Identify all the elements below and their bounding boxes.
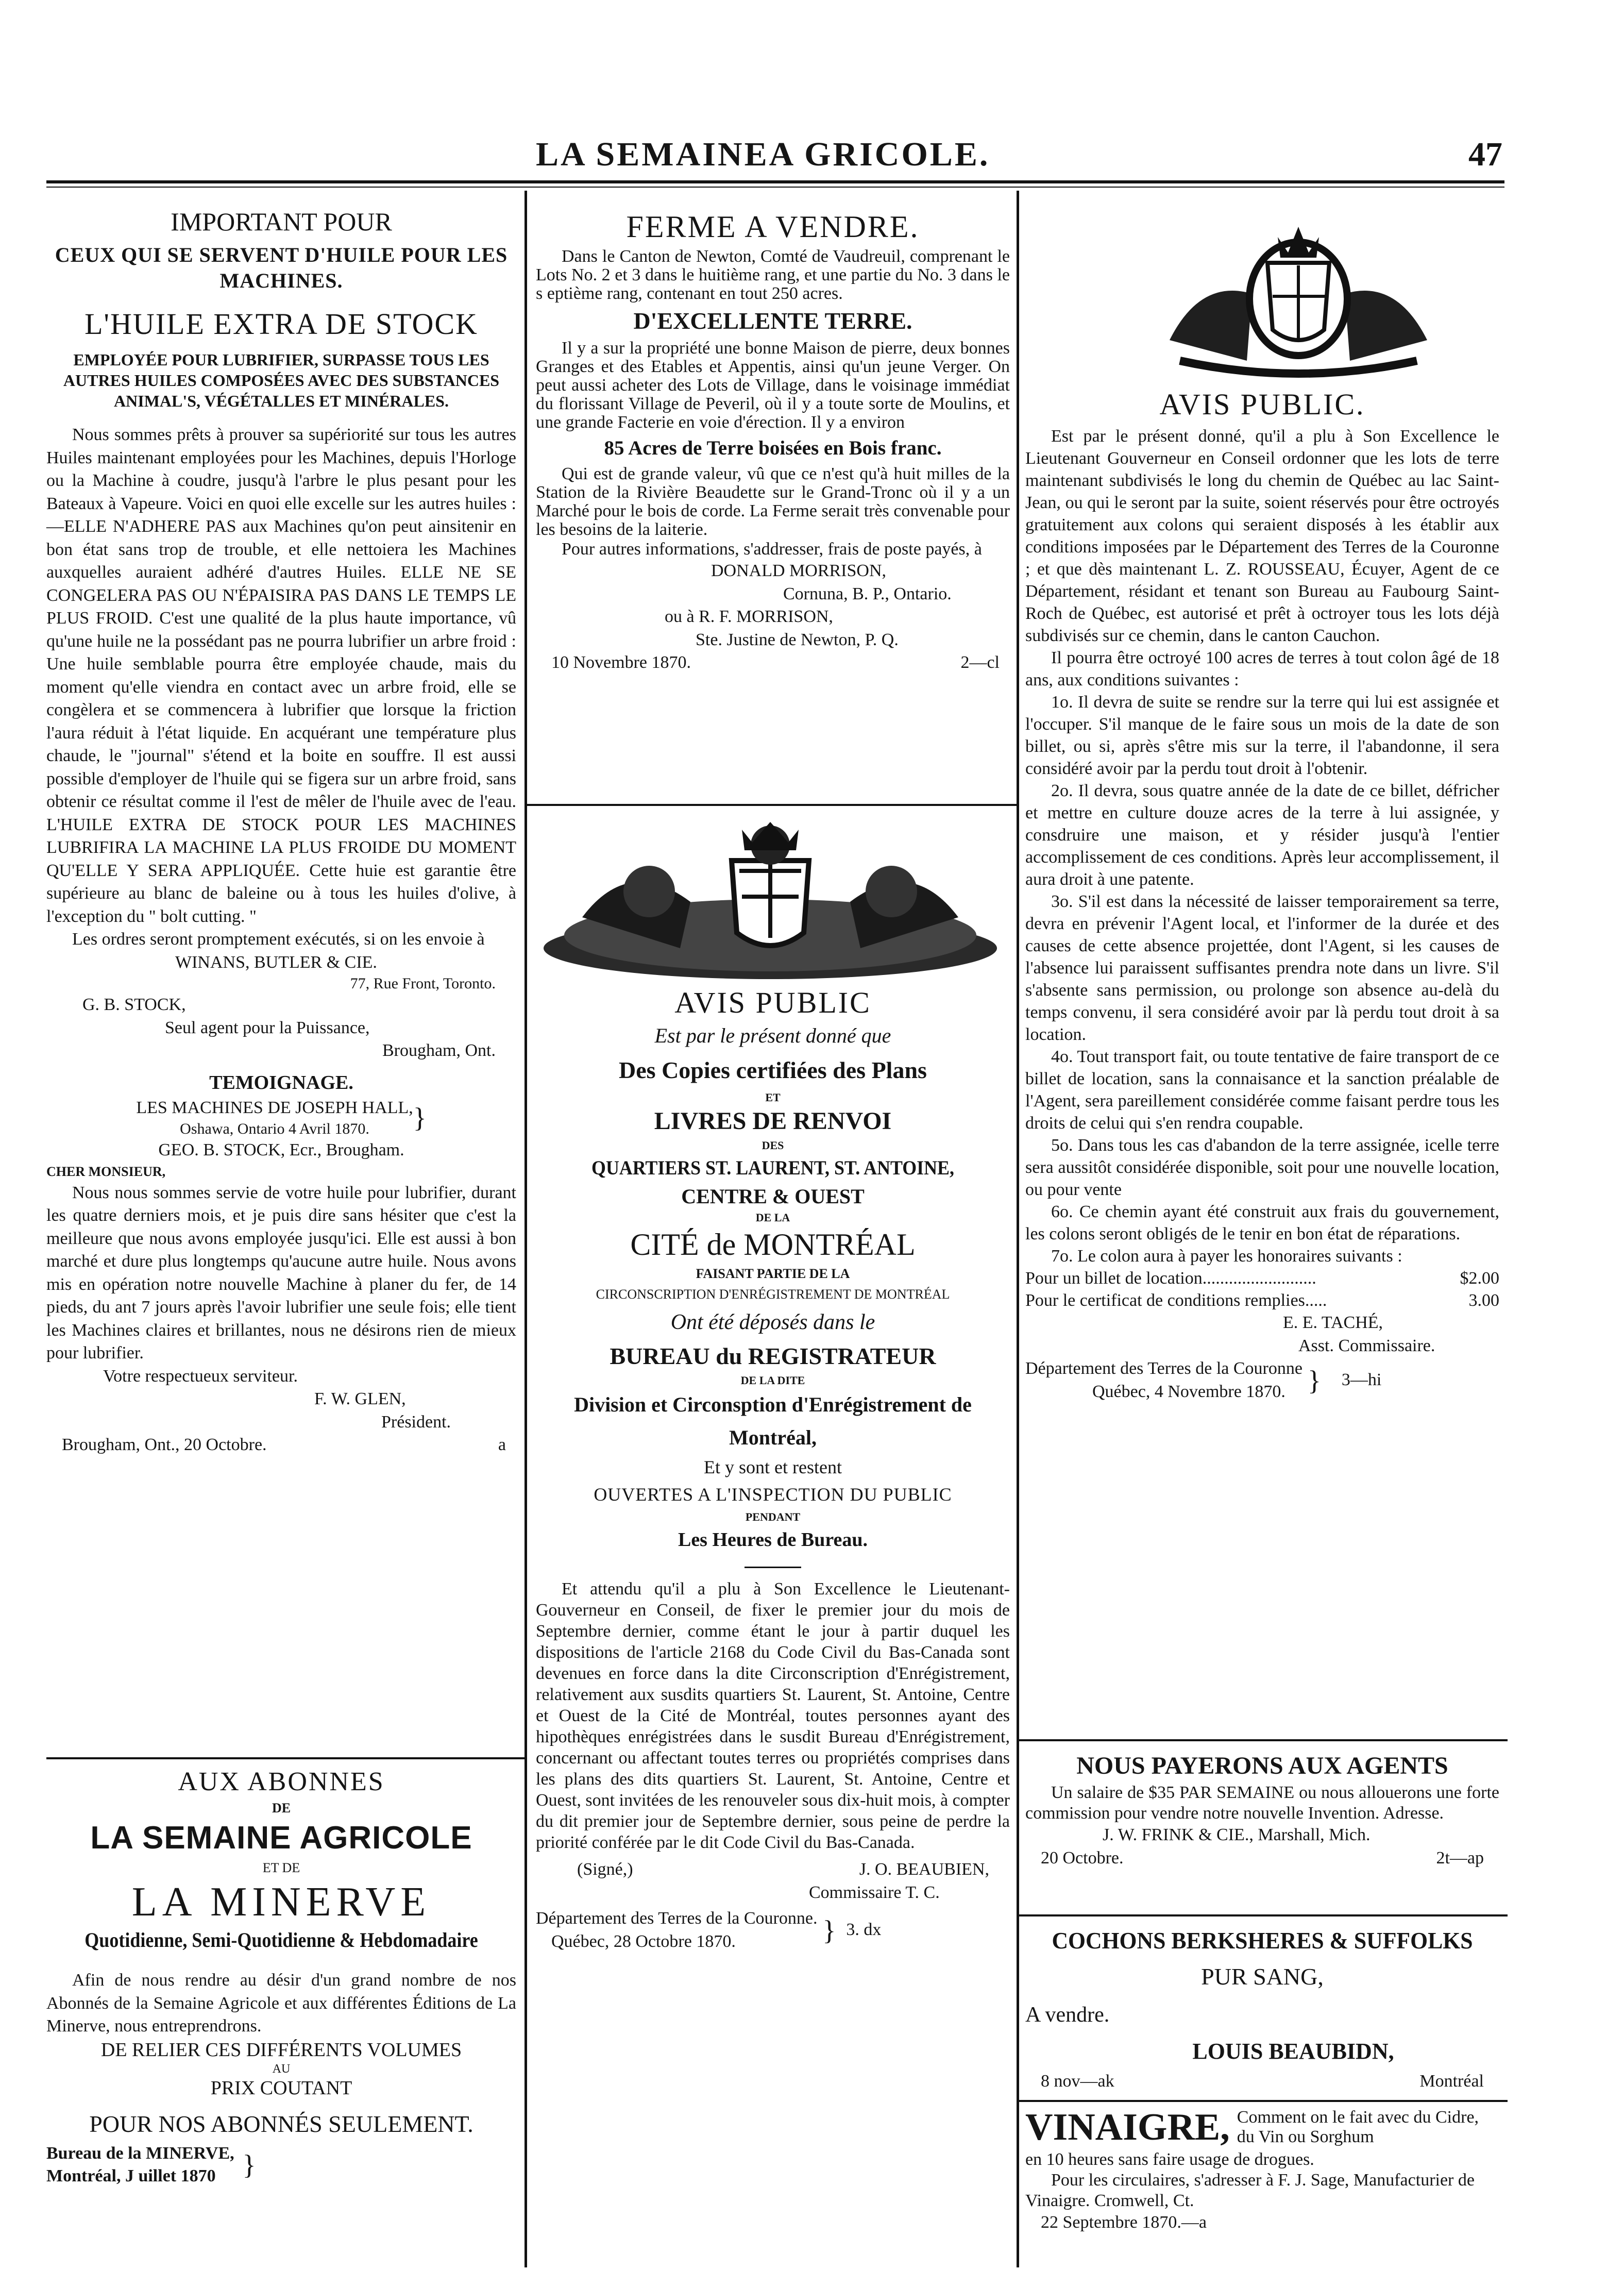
testimony-place: Oshawa, Ontario 4 Avril 1870. [180, 1120, 369, 1137]
col1-divider [46, 1757, 525, 1759]
notice-body: Et attendu qu'il a plu à Son Excellence le Lieutenant-Gouverneur en Conseil, de fixer le premier jour du mois de Septembre dernier, comme étant le jour à partir duquel les dispositions de l'article 2168 du Code Civil du Bas-Canada sont devenues en force dans la dite Circonscription d'Enrégistrement, relativement aux susdits quartiers St. Laurent, St. Antoine, Centre et Ouest de la Cité de Montréal, toutes personnes ayant des hipothèques enrégistrées dans le susdit Bureau d'Enrégistrement, concernant ou affectant toutes terres ou propriétés comprises dans les plans des dits quartiers St. Laurent, St. Antoine, Centre et Ouest, sont invitées de les renouveler sous dix-huit mois, à compter du dit premier jour de Septembre dernier, sous peine de perdre la priorité conférée par le dit Code Civil du Bas-Canada. [536, 1579, 1010, 1852]
farm-contact-2-place: Ste. Justine de Newton, P. Q. [696, 630, 899, 649]
avis-condition-7: 7o. Le colon aura à payer les honoraires suivants : [1051, 1247, 1402, 1266]
notice-city: CITÉ de MONTRÉAL [630, 1227, 916, 1262]
subscribers-offer: DE RELIER CES DIFFÉRENTS VOLUMES [100, 2039, 462, 2061]
vinegar-duration: en 10 heures sans faire usage de drogues. [1025, 2150, 1314, 2169]
ad-body: Nous sommes prêts à prouver sa supériorité sur tous les autres Huiles maintenant employées pour les Machines, depuis l'Horloge ou la Machine à coudre, jusqu'à l'arbre le plus pesant pour les Bateaux à Vapeure. Voici en quoi elle excelle sur les autres huiles : —ELLE N'ADHERE PAS aux Machines qu'on peut ainsitenir en bon état sans trop de trouble, et elle nettoiera les Machines auxquelles auraient adhéré d'autres Huiles. ELLE NE SE CONGELERA PAS OU N'ÉPAISIRA PAS DANS LE TEMPS LE PLUS FROID. C'est une qualité de la plus haute importance, vû qu'une huile ne la possédant pas ne pourra lubrifier un arbre froid : Une huile semblable pourra être employée chaude, mais du moment qu'elle viendra en contact avec un arbre froid, elle se congèlera et se commencera à lubrifier que lorsque la friction l'aura réduit à l'état liquide. En acquérant une température plus chaude, le "journal" s'étend et la boite en souffre. Il est aussi possible d'employer de l'huile qui se figera sur un arbre froid, sans obtenir ce résultat comme il l'est de mêler de l'huile avec de l'eau. L'HUILE EXTRA DE STOCK POUR LES MACHINES LUBRIFIRA LA MACHINE LA PLUS FROIDE DU MOMENT QU'ELLE Y SERA APPLIQUÉE. Cette huie est garantie être supérieure au blanc de baleine ou à tous les huiles d'olive, à l'exception du " bolt cutting. " [46, 425, 516, 926]
subscribers-only: POUR NOS ABONNÉS SEULEMENT. [89, 2110, 473, 2137]
farm-contact-2: ou à R. F. MORRISON, [665, 607, 833, 626]
vinegar-heading: VINAIGRE, [1025, 2106, 1230, 2148]
fee-location-label: Pour un billet de location.......................... [1025, 1269, 1316, 1288]
avis-condition-1: 1o. Il devra de suite se rendre sur la terre qui lui est assignée et l'occuper. S'il manque de le faire sous un mois de la date de son billet, ou si, après s'être mis sur la terre, il l'abandonne, il sera considéré avoir par la perdu tout droit à l'obtenir. [1025, 693, 1499, 778]
avis-grant: Il pourra être octroyé 100 acres de terres à tout colon âgé de 18 ans, aux conditions suivantes : [1025, 648, 1499, 690]
notice-copies: Des Copies certifiées des Plans [619, 1057, 927, 1083]
agents-date: 20 Octobre. [1041, 1848, 1124, 1868]
notice-signer: J. O. BEAUBIEN, [859, 1860, 989, 1879]
notice-pendant: PENDANT [745, 1510, 801, 1523]
subscribers-notice [46, 1765, 516, 2188]
avis-heading: AVIS PUBLIC. [1159, 388, 1365, 421]
notice-des: DES [762, 1139, 784, 1152]
notice-quarters: QUARTIERS ST. LAURENT, ST. ANTOINE, [591, 1157, 954, 1179]
farm-date: 10 Novembre 1870. [551, 653, 691, 672]
ad-address-name: WINANS, BUTLER & CIE. [175, 952, 377, 972]
testimony-letter: Nous nous sommes servie de votre huile pour lubrifier, durant les quatre derniers mois, et je puis dire sans hésiter que c'est la meilleure que nous avons employée jusqu'ici. Elle est aussi à bon marché et dure plus longtemps qu'aucune autre huile. Nous avons mis en opération notre nouvelle Machine à planer du fer, de 14 pieds, du ant 7 jours après l'avoir lubrifier une seule fois; elle tient les Machines claires et brillantes, nous ne désirons rien de mieux pour lubrifier. [46, 1183, 516, 1363]
subscribers-office: Bureau de la MINERVE, [46, 2143, 234, 2163]
header-rule [46, 180, 1504, 183]
ad-orders: Les ordres seront promptement exécutés, si on les envoie à [72, 930, 485, 949]
agents-code: 2t—ap [1436, 1848, 1484, 1868]
farm-info: Pour autres informations, s'addresser, frais de poste payés, à [562, 540, 982, 559]
ad-agent-place: Brougham, Ont. [382, 1041, 496, 1060]
pigs-code: 8 nov—ak [1041, 2072, 1114, 2091]
notice-deposited: Ont été déposés dans le [670, 1310, 875, 1334]
ad-heading: IMPORTANT POUR [171, 207, 392, 236]
subscribers-heading: AUX ABONNES [178, 1767, 385, 1796]
avis-condition-4: 4o. Tout transport fait, ou toute tentative de faire transport de ce billet de location, sans la connaisance et la sanction préalable de l'Agent, sera pareillement considérée comme faisant perdre tous les droits de celui qui s'en rendra coupable. [1025, 1047, 1499, 1133]
pigs-for-sale: A vendre. [1025, 2003, 1110, 2027]
testimony-heading: TEMOIGNAGE. [209, 1071, 353, 1094]
subscribers-body: Afin de nous rendre au désir d'un grand nombre de nos Abonnés de la Semaine Agricole et aux différentes Éditions de La Minerve, nous entreprendrons. [46, 1971, 516, 2036]
avis-department: Département des Terres de la Couronne [1025, 1359, 1302, 1378]
notice-intro: Est par le présent donné que [654, 1024, 891, 1047]
farm-code: 2—cl [960, 653, 1000, 672]
avis-condition-2: 2o. Il devra, sous quatre année de la date de ce billet, défricher et mettre en culture douze acres de la terre à lui assignée, y consdruire une maison, et y résider jusqu'à l'entier accomplissement de ces conditions. Après leur accomplissement, il aura droit à une patente. [1025, 781, 1499, 889]
avis-code: 3—hi [1341, 1370, 1382, 1390]
agents-ad [1025, 1750, 1499, 1870]
fee-certificate-label: Pour le certificat de conditions remplies..... [1025, 1291, 1327, 1310]
notice-bureau: BUREAU du REGISTRATEUR [610, 1343, 936, 1369]
col2-divider-1 [526, 804, 1018, 806]
col3-divider-1 [1018, 1739, 1508, 1741]
brace: } [1307, 1365, 1321, 1396]
vinegar-date: 22 Septembre 1870.—a [1041, 2213, 1207, 2232]
notice-centre: CENTRE & OUEST [681, 1185, 865, 1208]
notice-hours: Les Heures de Bureau. [678, 1529, 868, 1551]
avis-condition-5: 5o. Dans tous les cas d'abandon de la terre assignée, icelle terre sera aussitôt considérée disponible, soit pour une nouvelle location, ou pour vente [1025, 1136, 1499, 1199]
header-rule-thin [46, 187, 1504, 188]
avis-dept-date: Québec, 4 Novembre 1870. [1092, 1382, 1285, 1401]
column-divider-2 [1017, 191, 1019, 2267]
farm-contact-1: DONALD MORRISON, [711, 561, 887, 580]
testimony-closing: Votre respectueux serviteur. [103, 1366, 298, 1386]
ad-product-name: L'HUILE EXTRA DE STOCK [84, 307, 478, 341]
notice-de-la-dite: DE LA DITE [740, 1374, 805, 1387]
fee-location-value: $2.00 [1460, 1269, 1499, 1288]
ad-product-claim: EMPLOYÉE POUR LUBRIFIER, SURPASSE TOUS LES AUTRES HUILES COMPOSÉES AVEC DES SUBSTANCES ANIMAL'S, VÉGÉTALLES ET MINÉRALES. [63, 350, 500, 410]
pigs-seller: LOUIS BEAUBIDN, [1192, 2039, 1394, 2064]
subscribers-date: Montréal, J uillet 1870 [46, 2166, 216, 2185]
avis-intro: Est par le présent donné, qu'il a plu à Son Excellence le Lieutenant Gouverneur en Conseil ordonner que les lots de terre maintenant subdivisés le long du chemin de Québec au lac Saint-Jean, ou qui le seront par la suite, soient réservés pour être octroyés gratuitement aux colons qui seraient disposés à les établir aux conditions imposées par le Département des Terres de la Couronne ; et que dès maintenant L. Z. ROUSSEAU, Écuyer, Agent de ce Département, résidant et tenant son Bureau au Faubourg Saint-Roch de Québec, est autorisé et prêt à octroyer tous les lots déjà subdivisés sur ce chemin, dans le canton Cauchon. [1025, 427, 1499, 645]
notice-heading: AVIS PUBLIC [674, 986, 871, 1019]
farm-heading: FERME A VENDRE. [626, 210, 920, 244]
col3-divider-2 [1018, 1914, 1508, 1916]
farm-buildings: Il y a sur la propriété une bonne Maison de pierre, deux bonnes Granges et des Etables et Appentis, ainsi qu'un jeune Verger. On peut aussi acheter des Lots de Village, dans le voisinage immédiat du florissant Village de Peveril, où il y a toute sorte de Moulins, et une grande Facterie en voie d'érection. Il y a environ [536, 339, 1010, 432]
notice-district: CIRCONSCRIPTION D'ENRÉGISTREMENT DE MONTRÉAL [596, 1287, 950, 1302]
vinegar-contact: Pour les circulaires, s'adresser à F. J. Sage, Manufacturier de Vinaigre. Cromwell, Ct. [1025, 2171, 1475, 2210]
brace: } [242, 2149, 256, 2180]
subscribers-editions: Quotidienne, Semi-Quotidienne & Hebdomadaire [84, 1928, 478, 1952]
page-number: 47 [1468, 136, 1502, 173]
notice-part: FAISANT PARTIE DE LA [696, 1266, 850, 1281]
column-3 [1025, 384, 1499, 1403]
column-divider-1 [525, 191, 527, 2267]
pigs-place: Montréal [1419, 2072, 1484, 2091]
vinegar-ad [1025, 2105, 1499, 2234]
notice-de-la: DE LA [755, 1211, 790, 1224]
ad-subheading: CEUX QUI SE SERVENT D'HUILE POUR LES MACHINES. [55, 243, 508, 292]
coat-of-arms-image [536, 814, 1005, 984]
testimony-company: LES MACHINES DE JOSEPH HALL, [136, 1098, 413, 1117]
avis-signer: E. E. TACHÉ, [1283, 1313, 1383, 1332]
notice-division: Division et Circonsption d'Enrégistrement de Montréal, [574, 1393, 972, 1449]
farm-contact-1-place: Cornuna, B. P., Ontario. [783, 584, 952, 603]
pigs-breed: PUR SANG, [1201, 1963, 1324, 1990]
avis-condition-3: 3o. S'il est dans la nécessité de laisser temporairement sa terre, devra en prévenir l'Agent local, et l'informer de la durée et des causes de cette absence projettée, dont l'Agent, si les causes de l'absence lui paraissent suffisantes prendra note dans un livre. S'il s'absente sans permission, ou prolonge son absence au-delà du temps convenu, il sera considéré avoir par là perdu tout droit à sa location. [1025, 892, 1499, 1044]
testimony-signature-title: Président. [381, 1412, 451, 1432]
separator [745, 1567, 801, 1568]
farm-location: Dans le Canton de Newton, Comté de Vaudreuil, comprenant le Lots No. 2 et 3 dans le huitième rang, et une partie du No. 3 dans le s eptième rang, contenant en tout 250 acres. [536, 247, 1010, 303]
col3-divider-3 [1018, 2100, 1508, 2102]
pigs-heading: COCHONS BERKSHERES & SUFFOLKS [1052, 1927, 1473, 1954]
notice-signed: (Signé,) [577, 1860, 633, 1879]
notice-code: 3. dx [846, 1920, 882, 1940]
agents-heading: NOUS PAYERONS AUX AGENTS [1076, 1752, 1448, 1779]
column-1 [46, 206, 516, 1457]
notice-department: Département des Terres de la Couronne. [536, 1909, 818, 1928]
column-2 [536, 206, 1010, 675]
testimony-date: Brougham, Ont., 20 Octobre. [62, 1435, 267, 1454]
notice-remain: Et y sont et restent [704, 1457, 842, 1477]
agents-body: Un salaire de $35 PAR SEMAINE ou nous allouerons une forte commission pour vendre notre nouvelle Invention. Adresse. [1025, 1783, 1499, 1823]
farm-value: Qui est de grande valeur, vû que ce n'est qu'à huit milles de la Station de la Rivière Beaudette sur le Grand-Tronc où il y a un Marché pour le bois de corde. La Ferme serait très convenable pour les besoins de la laiterie. [536, 464, 1010, 539]
subscribers-de: DE [272, 1801, 291, 1815]
brace: } [822, 1914, 836, 1946]
testimony-addressee: GEO. B. STOCK, Ecr., Brougham. [158, 1140, 404, 1159]
farm-soil-heading: D'EXCELLENTE TERRE. [633, 308, 912, 334]
pigs-ad [1025, 1925, 1499, 2093]
subscribers-price: PRIX COUTANT [210, 2077, 352, 2099]
brace: } [413, 1102, 427, 1133]
notice-dept-date: Québec, 28 Octobre 1870. [551, 1931, 736, 1951]
subscribers-journal-2: LA MINERVE [131, 1879, 431, 1925]
ad-address-street: 77, Rue Front, Toronto. [350, 975, 496, 992]
notice-books: LIVRES DE RENVOI [654, 1107, 892, 1135]
notice-signer-title: Commissaire T. C. [809, 1882, 940, 1902]
fee-certificate-value: 3.00 [1468, 1291, 1499, 1310]
subscribers-au: AU [272, 2062, 291, 2076]
subscribers-et-de: ET DE [262, 1860, 300, 1875]
notice-open: OUVERTES A L'INSPECTION DU PUBLIC [594, 1484, 952, 1505]
public-notice-1 [536, 984, 1010, 1953]
avis-condition-6: 6o. Ce chemin ayant été construit aux frais du gouvernement, les colons seront obligés de le tenir en bon état de réparations. [1025, 1202, 1499, 1243]
ad-code: a [498, 1435, 506, 1454]
notice-et: ET [765, 1091, 781, 1104]
testimony-signature: F. W. GLEN, [314, 1389, 406, 1408]
avis-signer-title: Asst. Commissaire. [1298, 1336, 1435, 1355]
royal-arms-image [1149, 216, 1448, 381]
page-header-title: LA SEMAINEA GRICOLE. [536, 136, 990, 173]
testimony-salutation: CHER MONSIEUR, [46, 1164, 166, 1179]
vinegar-subheading: Comment on le fait avec du Cidre, du Vin ou Sorghum [1237, 2108, 1479, 2146]
subscribers-journal-1: LA SEMAINE AGRICOLE [90, 1820, 472, 1856]
ad-agent-name: G. B. STOCK, [82, 995, 186, 1014]
ad-agent-role: Seul agent pour la Puissance, [165, 1018, 370, 1037]
farm-woods-heading: 85 Acres de Terre boisées en Bois franc. [604, 437, 942, 459]
agents-address: J. W. FRINK & CIE., Marshall, Mich. [1103, 1825, 1371, 1844]
